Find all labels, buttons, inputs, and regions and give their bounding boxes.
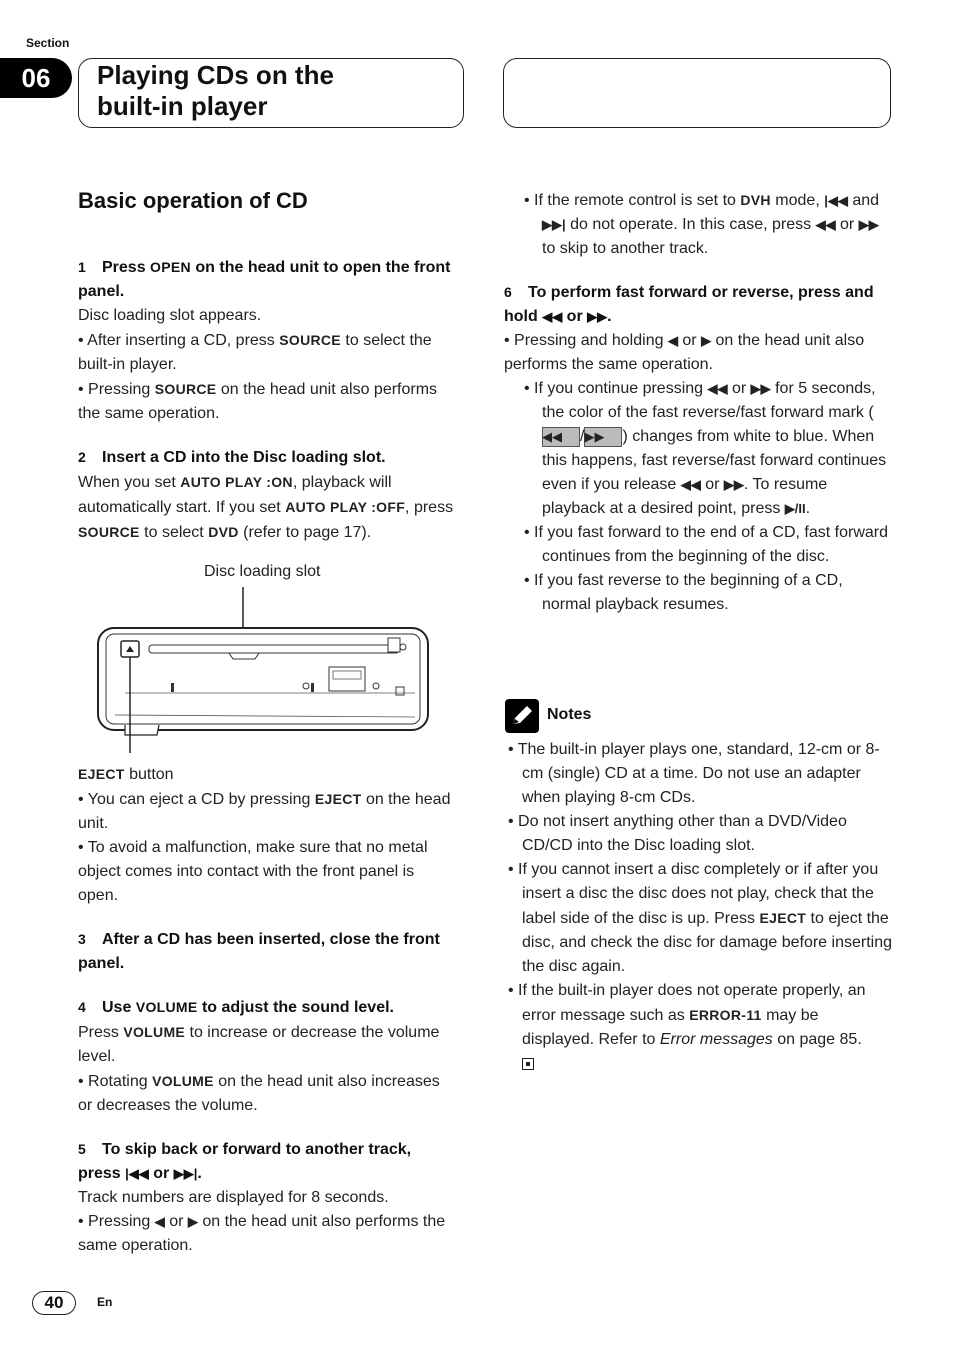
section-number-badge: 06 bbox=[0, 58, 72, 98]
step-4-title: 4 Use VOLUME to adjust the sound level. bbox=[78, 999, 394, 1016]
page-title-line1: Playing CDs on the bbox=[97, 60, 334, 90]
page-title bbox=[97, 60, 334, 122]
eject-button-caption: EJECT button bbox=[78, 766, 174, 783]
note-2: • Do not insert anything other than a DVD/Video CD/CD into the Disc loading slot. bbox=[508, 813, 847, 854]
eject-bullet-1: • You can eject a CD by pressing EJECT on the head unit. bbox=[78, 791, 451, 832]
step-6-title: 6 To perform fast forward or reverse, press and hold ◀◀ or ▶▶. bbox=[504, 284, 874, 325]
disc-slot-label: Disc loading slot bbox=[204, 563, 321, 580]
step-3-title: 3 After a CD has been inserted, close the front panel. bbox=[78, 931, 440, 972]
step-5-body: Track numbers are displayed for 8 seconds. bbox=[78, 1189, 389, 1206]
section-heading: Basic operation of CD bbox=[78, 188, 308, 213]
fast-reverse-icon: ◀◀ bbox=[542, 427, 580, 447]
eject-bullet-2: • To avoid a malfunction, make sure that no metal object comes into contact with the front panel is open. bbox=[78, 839, 428, 904]
left-column-top bbox=[78, 255, 458, 545]
step-1-bullet-2: • Pressing SOURCE on the head unit also performs the same operation. bbox=[78, 381, 438, 422]
end-mark-icon bbox=[522, 1058, 534, 1070]
step-1-body: Disc loading slot appears. bbox=[78, 307, 262, 324]
note-3: • If you cannot insert a disc completely or if after you insert a disc the disc does not play, check that the label side of the disc is up. Press EJECT to eject the disc, and check the disc for damage before inserting the disc again. bbox=[508, 861, 892, 975]
language-label: En bbox=[97, 1295, 113, 1309]
step-6-bullet: • Pressing and holding ◀ or ▶ on the head unit also performs the same operation. bbox=[504, 332, 865, 373]
step-2-body: When you set AUTO PLAY :ON, playback will automatically start. If you set AUTO PLAY :OFF, press SOURCE to select DVD (refer to page 17). bbox=[78, 474, 454, 541]
step-5-bullet-1: • Pressing ◀ or ▶ on the head unit also performs the same operation. bbox=[78, 1213, 446, 1254]
step-6-sub-2: • If you fast forward to the end of a CD, fast forward continues from the beginning of the disc. bbox=[524, 524, 888, 565]
step-4-body: Press VOLUME to increase or decrease the volume level. bbox=[78, 1024, 440, 1065]
remote-dvh-bullet: • If the remote control is set to DVH mode, |◀◀ and ▶▶| do not operate. In this case, press ◀◀ or ▶▶ to skip to another track. bbox=[524, 192, 880, 257]
right-column bbox=[504, 188, 892, 617]
fast-forward-icon: ▶▶ bbox=[584, 427, 622, 447]
notes-heading: Notes bbox=[547, 706, 592, 723]
step-6-sub-3: • If you fast reverse to the beginning of a CD, normal playback resumes. bbox=[524, 572, 843, 613]
step-1-title: 1 Press OPEN on the head unit to open the front panel. bbox=[78, 259, 451, 300]
step-2-title: 2 Insert a CD into the Disc loading slot. bbox=[78, 449, 386, 466]
note-1: • The built-in player plays one, standard, 12-cm or 8-cm (single) CD at a time. Do not use an adapter when playing 8-cm CDs. bbox=[508, 741, 880, 806]
right-header-frame bbox=[503, 58, 891, 128]
note-4: • If the built-in player does not operate properly, an error message such as ERROR-11 may be displayed. Refer to Error messages on page 85. bbox=[508, 982, 866, 1048]
step-6-sub-1: • If you continue pressing ◀◀ or ▶▶ for 5 seconds, the color of the fast reverse/fast forward mark (◀◀ /▶▶ ) changes from white to blue. When this happens, fast reverse/fast forward continues even if you release ◀◀ or ▶▶. To resume playback at a desired point, press ▶/II. bbox=[524, 380, 887, 517]
step-1-bullet-1: • After inserting a CD, press SOURCE to select the built-in player. bbox=[78, 332, 432, 373]
page-number: 40 bbox=[32, 1291, 76, 1315]
section-label: Section bbox=[26, 36, 70, 50]
notes-pencil-icon bbox=[505, 699, 539, 733]
step-5-title: 5 To skip back or forward to another track, press |◀◀ or ▶▶|. bbox=[78, 1141, 412, 1182]
head-unit-illustration bbox=[95, 585, 435, 755]
page-title-line2: built-in player bbox=[97, 91, 268, 121]
notes-list bbox=[504, 738, 892, 1076]
left-column-bottom bbox=[78, 762, 458, 1258]
step-4-bullet-1: • Rotating VOLUME on the head unit also increases or decreases the volume. bbox=[78, 1073, 440, 1114]
